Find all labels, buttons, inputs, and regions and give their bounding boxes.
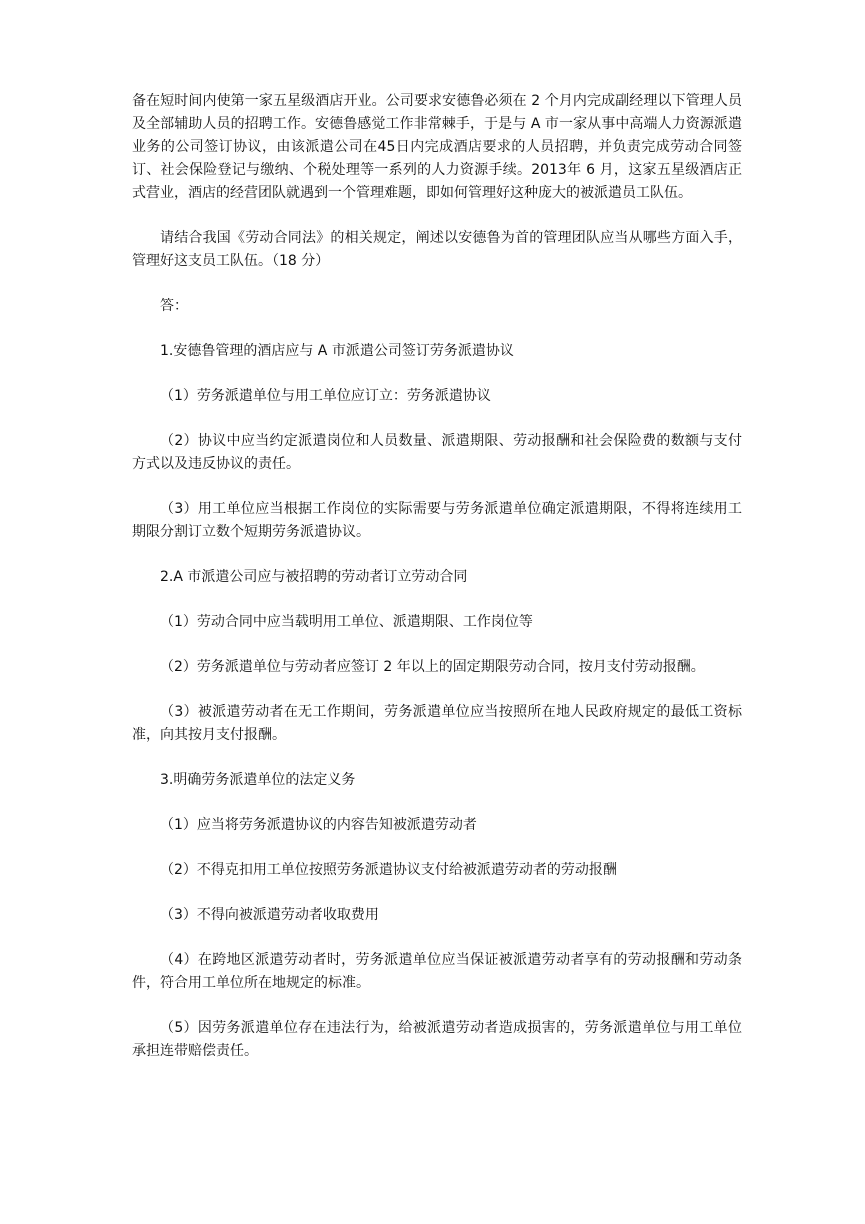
- list-item: （3）不得向被派遣劳动者收取费用: [160, 907, 379, 923]
- section-heading: 2.A 市派遣公司应与被招聘的劳动者订立劳动合同: [160, 569, 468, 585]
- list-item: （2）协议中应当约定派遣岗位和人员数量、派遣期限、劳动报酬和社会保险费的数额与支付方式以及违反协议的责任。: [132, 433, 742, 472]
- section-heading: 3.明确劳务派遣单位的法定义务: [160, 772, 356, 788]
- list-item: （1）劳务派遣单位与用工单位应订立：劳务派遣协议: [160, 388, 491, 404]
- section-heading: 1.安德鲁管理的酒店应与 A 市派遣公司签订劳务派遣协议: [160, 343, 514, 359]
- list-item: （5）因劳务派遣单位存在违法行为，给被派遣劳动者造成损害的，劳务派遣单位与用工单位承担连带赔偿责任。: [132, 1020, 742, 1059]
- document-body: [132, 90, 742, 1063]
- list-item: （3）用工单位应当根据工作岗位的实际需要与劳务派遣单位确定派遣期限，不得将连续用工期限分割订立数个短期劳务派遣协议。: [132, 501, 742, 540]
- list-item: （2）劳务派遣单位与劳动者应签订 2 年以上的固定期限劳动合同，按月支付劳动报酬。: [160, 659, 705, 675]
- list-item: （4）在跨地区派遣劳动者时，劳务派遣单位应当保证被派遣劳动者享有的劳动报酬和劳动条件，符合用工单位所在地规定的标准。: [132, 952, 742, 991]
- question-paragraph: 请结合我国《劳动合同法》的相关规定，阐述以安德鲁为首的管理团队应当从哪些方面入手，管理好这支员工队伍。（18 分）: [132, 230, 742, 269]
- list-item: （1）应当将劳务派遣协议的内容告知被派遣劳动者: [160, 817, 477, 833]
- list-item: （3）被派遣劳动者在无工作期间，劳务派遣单位应当按照所在地人民政府规定的最低工资标准，向其按月支付报酬。: [132, 704, 742, 743]
- answer-label: 答：: [160, 298, 188, 314]
- intro-paragraph: 备在短时间内使第一家五星级酒店开业。公司要求安德鲁必须在 2 个月内完成副经理以下管理人员及全部辅助人员的招聘工作。安德鲁感觉工作非常棘手，于是与 A 市一家从事中高端人力资源派遣业务的公司签订协议，由该派遣公司在45日内完成酒店要求的人员招聘，并负责完成劳动合同签订、社会保险登记与缴纳、个税处理等一系列的人力资源手续。2013年 6 月，这家五星级酒店正式营业，酒店的经营团队就遇到一个管理难题，即如何管理好这种庞大的被派遣员工队伍。: [132, 93, 742, 201]
- list-item: （2）不得克扣用工单位按照劳务派遣协议支付给被派遣劳动者的劳动报酬: [160, 862, 617, 878]
- list-item: （1）劳动合同中应当载明用工单位、派遣期限、工作岗位等: [160, 614, 533, 630]
